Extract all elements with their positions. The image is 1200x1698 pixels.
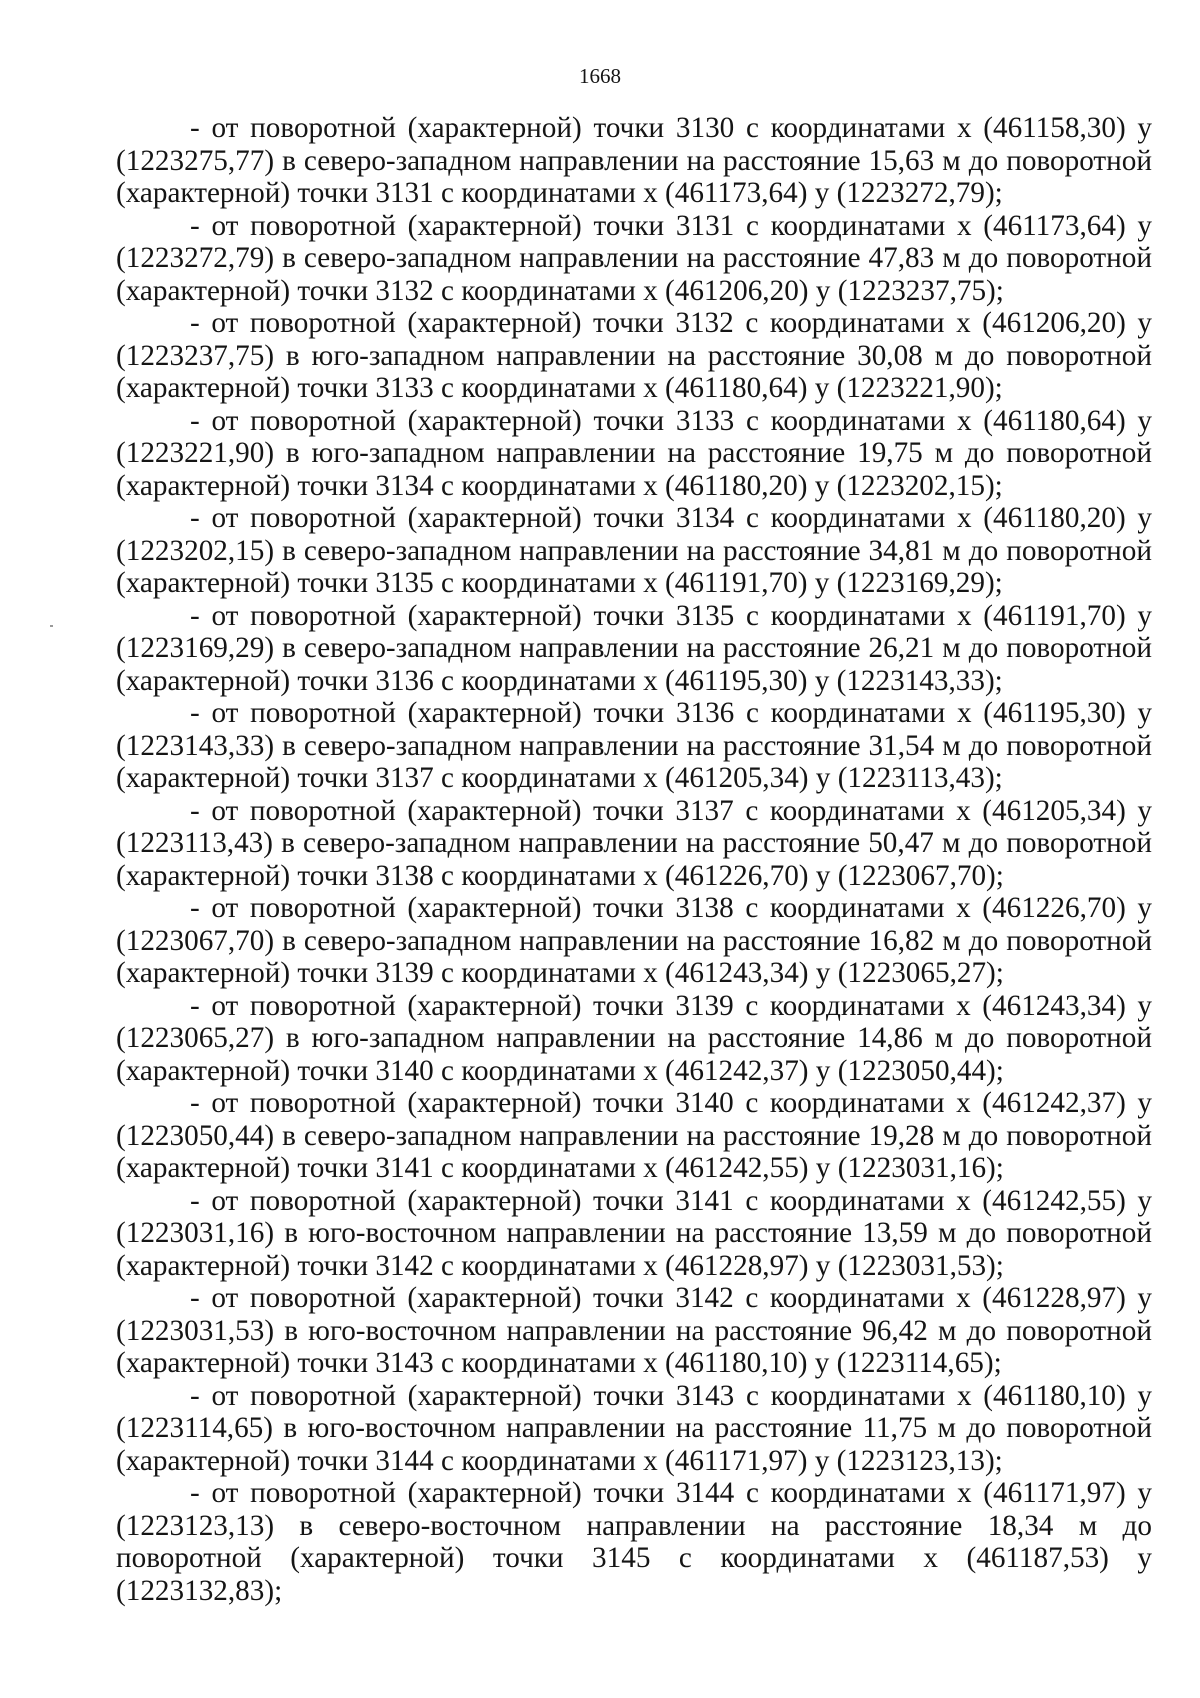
- boundary-segment-3141: - от поворотной (характерной) точки 3141 с координатами х (461242,55) у (1223031,16) в юго-восточном направлении на расстояние 13,59 м до поворотной (характерной) точки 3142 с координатами х (461228,97) у (1223031,53);: [116, 1184, 1152, 1282]
- boundary-segment-3134: - от поворотной (характерной) точки 3134 с координатами х (461180,20) у (1223202,15) в северо-западном направлении на расстояние 34,81 м до поворотной (характерной) точки 3135 с координатами х (461191,70) у (1223169,29);: [116, 502, 1152, 599]
- boundary-segment-3144: - от поворотной (характерной) точки 3144 с координатами х (461171,97) у (1223123,13) в северо-восточном направлении на расстояние 18,34 м до поворотной (характерной) точки 3145 с координатами х (461187,53) у (1223132,83);: [116, 1477, 1152, 1607]
- boundary-segment-3140: - от поворотной (характерной) точки 3140 с координатами х (461242,37) у (1223050,44) в северо-западном направлении на расстояние 19,28 м до поворотной (характерной) точки 3141 с координатами х (461242,55) у (1223031,16);: [116, 1087, 1152, 1184]
- boundary-segment-3135: - от поворотной (характерной) точки 3135 с координатами х (461191,70) у (1223169,29) в северо-западном направлении на расстояние 26,21 м до поворотной (характерной) точки 3136 с координатами х (461195,30) у (1223143,33);: [116, 599, 1152, 697]
- boundary-segment-3136: - от поворотной (характерной) точки 3136 с координатами х (461195,30) у (1223143,33) в северо-западном направлении на расстояние 31,54 м до поворотной (характерной) точки 3137 с координатами х (461205,34) у (1223113,43);: [116, 697, 1152, 794]
- scan-speck: [50, 625, 53, 627]
- boundary-segment-3131: - от поворотной (характерной) точки 3131 с координатами х (461173,64) у (1223272,79) в северо-западном направлении на расстояние 47,83 м до поворотной (характерной) точки 3132 с координатами х (461206,20) у (1223237,75);: [116, 209, 1152, 307]
- boundary-segment-3139: - от поворотной (характерной) точки 3139 с координатами х (461243,34) у (1223065,27) в юго-западном направлении на расстояние 14,86 м до поворотной (характерной) точки 3140 с координатами х (461242,37) у (1223050,44);: [116, 989, 1152, 1087]
- boundary-segment-3137: - от поворотной (характерной) точки 3137 с координатами х (461205,34) у (1223113,43) в северо-западном направлении на расстояние 50,47 м до поворотной (характерной) точки 3138 с координатами х (461226,70) у (1223067,70);: [116, 794, 1152, 892]
- boundary-segment-3130: - от поворотной (характерной) точки 3130 с координатами х (461158,30) у (1223275,77) в северо-западном направлении на расстояние 15,63 м до поворотной (характерной) точки 3131 с координатами х (461173,64) у (1223272,79);: [116, 112, 1152, 209]
- document-body: [116, 112, 1152, 1607]
- boundary-segment-3133: - от поворотной (характерной) точки 3133 с координатами х (461180,64) у (1223221,90) в юго-западном направлении на расстояние 19,75 м до поворотной (характерной) точки 3134 с координатами х (461180,20) у (1223202,15);: [116, 404, 1152, 502]
- page-number: 1668: [579, 64, 621, 88]
- boundary-segment-3142: - от поворотной (характерной) точки 3142 с координатами х (461228,97) у (1223031,53) в юго-восточном направлении на расстояние 96,42 м до поворотной (характерной) точки 3143 с координатами х (461180,10) у (1223114,65);: [116, 1282, 1152, 1379]
- boundary-segment-3138: - от поворотной (характерной) точки 3138 с координатами х (461226,70) у (1223067,70) в северо-западном направлении на расстояние 16,82 м до поворотной (характерной) точки 3139 с координатами х (461243,34) у (1223065,27);: [116, 892, 1152, 989]
- boundary-segment-3132: - от поворотной (характерной) точки 3132 с координатами х (461206,20) у (1223237,75) в юго-западном направлении на расстояние 30,08 м до поворотной (характерной) точки 3133 с координатами х (461180,64) у (1223221,90);: [116, 307, 1152, 404]
- boundary-segment-3143: - от поворотной (характерной) точки 3143 с координатами х (461180,10) у (1223114,65) в юго-восточном направлении на расстояние 11,75 м до поворотной (характерной) точки 3144 с координатами х (461171,97) у (1223123,13);: [116, 1379, 1152, 1477]
